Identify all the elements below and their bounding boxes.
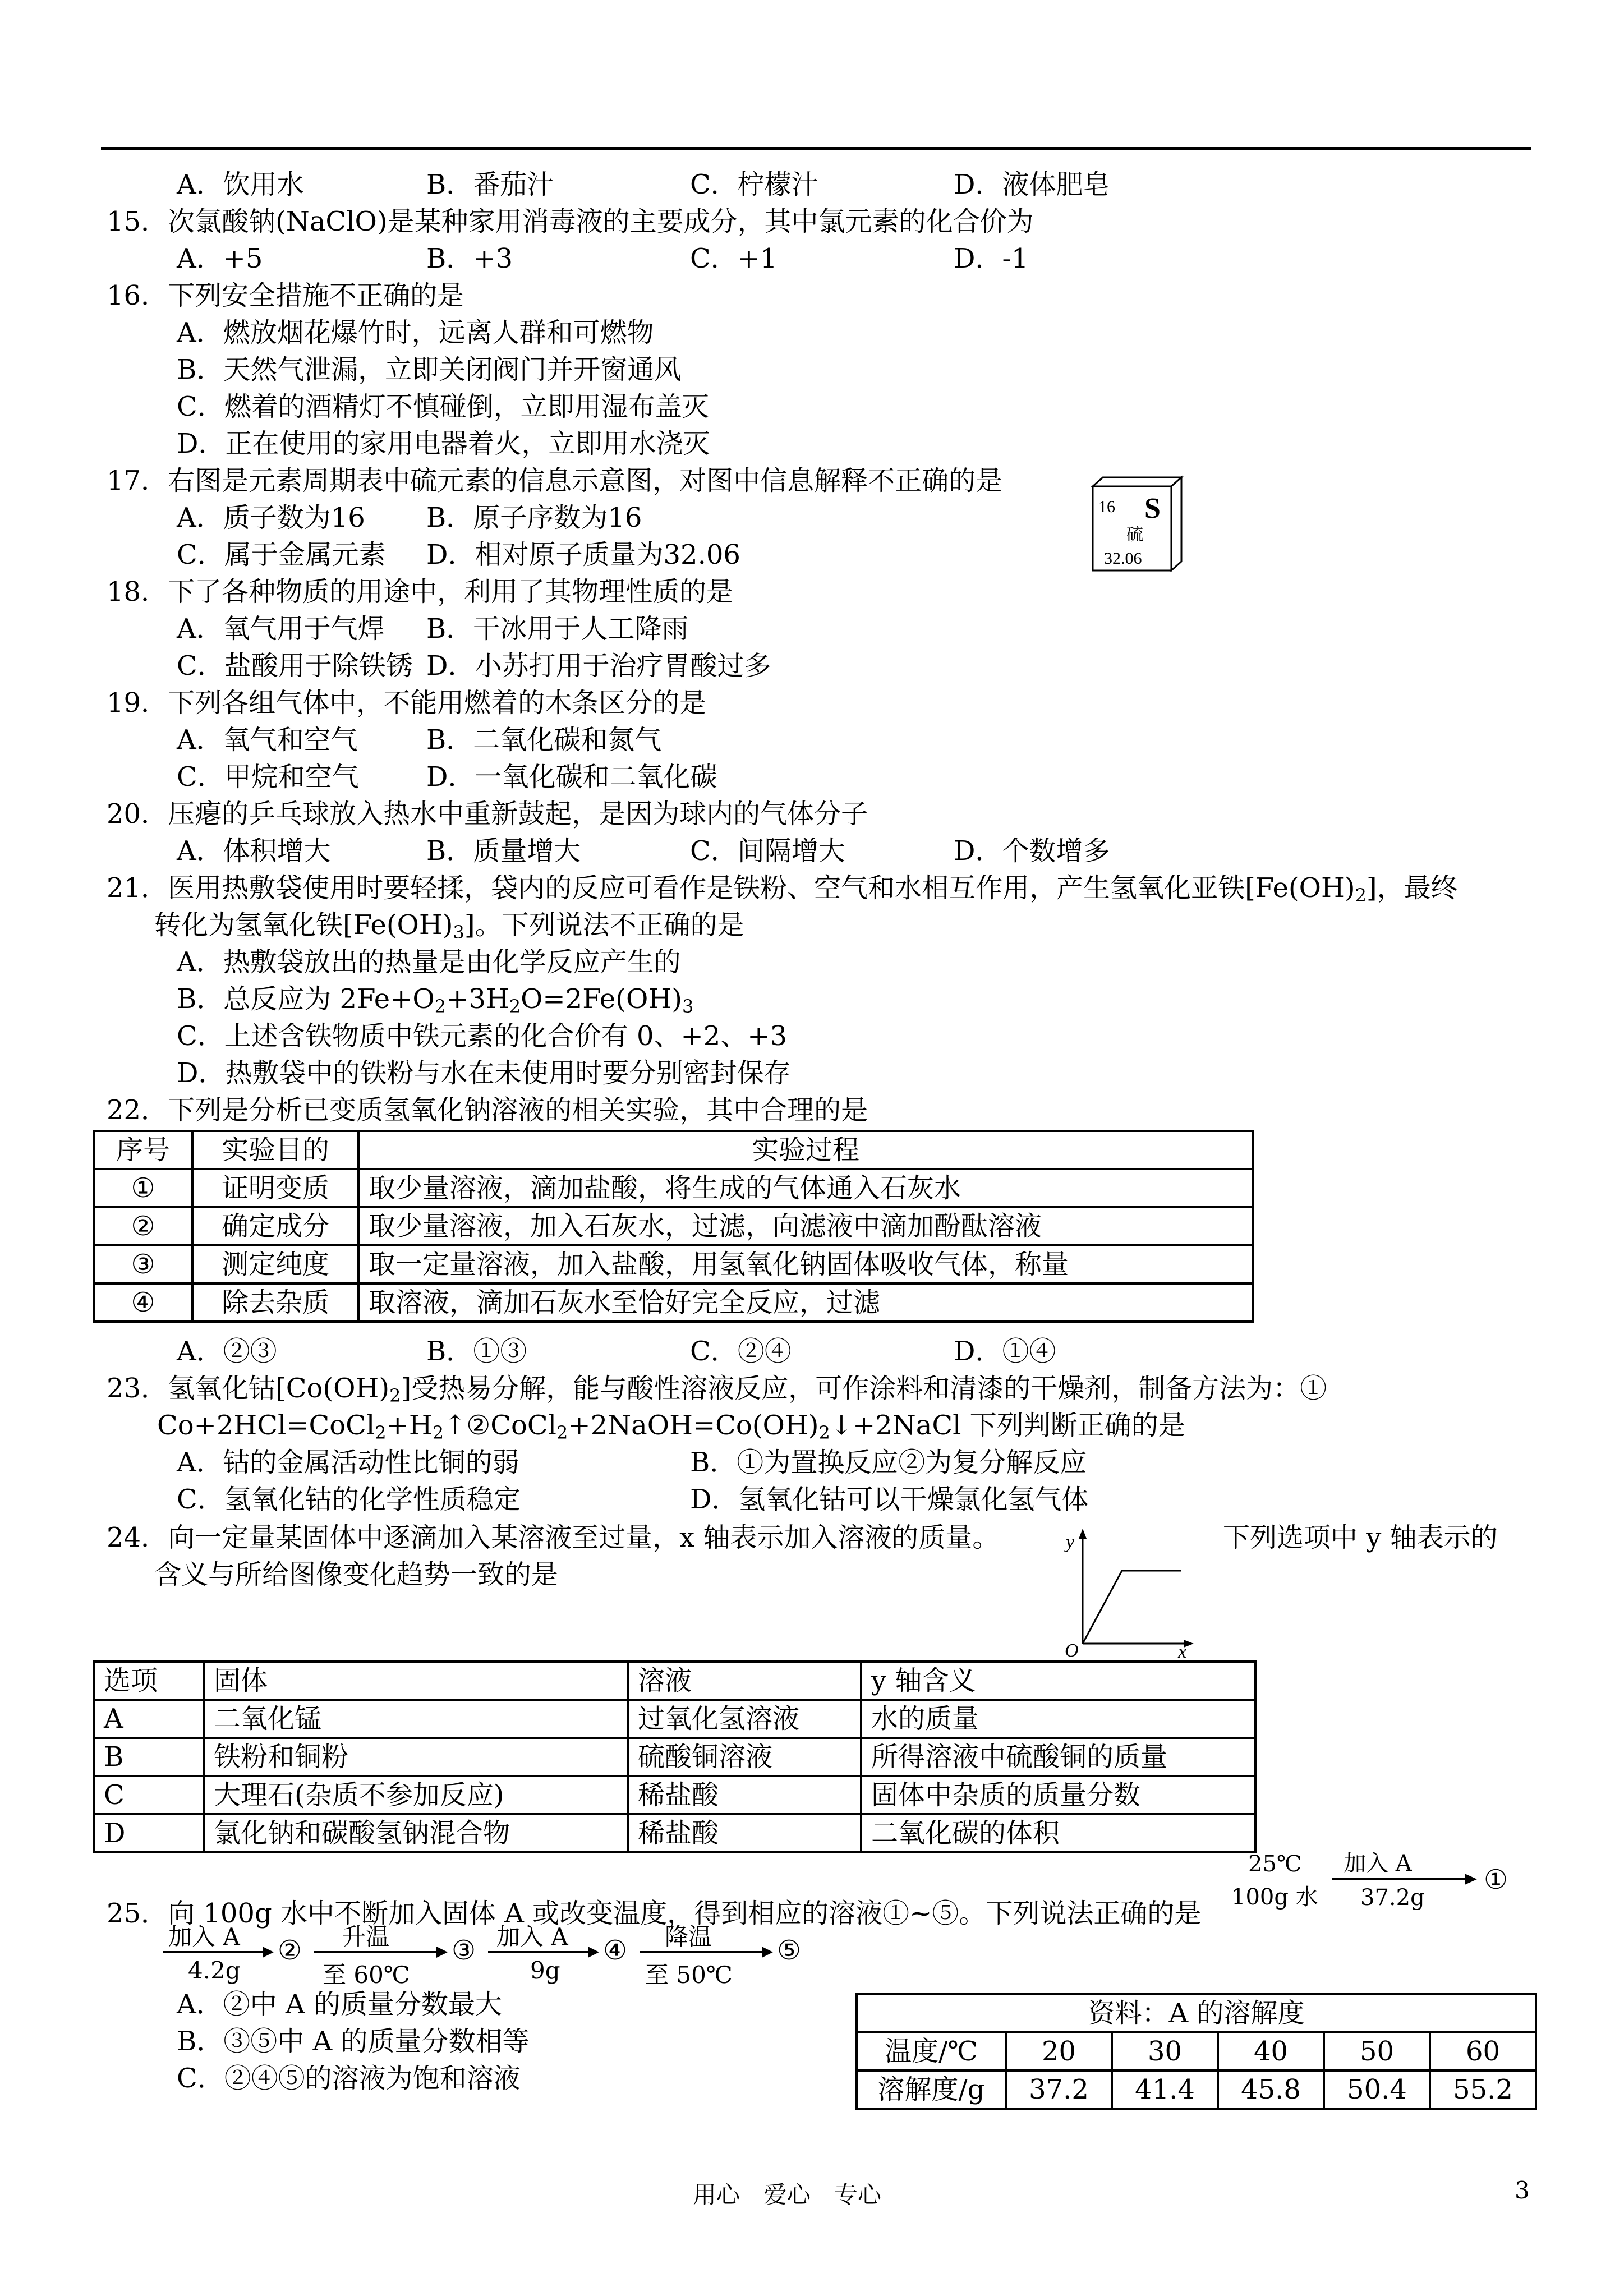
q24-trend-graph bbox=[1060, 1523, 1200, 1658]
q24-cell: 固体中杂质的质量分数 bbox=[861, 1776, 1255, 1814]
q19-option-b: B．二氧化碳和氮气 bbox=[426, 724, 662, 756]
q25-option-a: A．②中 A 的质量分数最大 bbox=[177, 1989, 502, 2020]
q16-stem: 16．下列安全措施不正确的是 bbox=[107, 280, 464, 311]
q24-cell: A bbox=[94, 1700, 204, 1738]
q24-cell: 稀盐酸 bbox=[628, 1814, 861, 1852]
q23-option-b: B．①为置换反应②为复分解反应 bbox=[690, 1447, 1087, 1478]
q24-cell: 铁粉和铜粉 bbox=[204, 1738, 628, 1776]
q24-header: 溶液 bbox=[628, 1662, 861, 1700]
q20-option-b: B．质量增大 bbox=[426, 835, 581, 867]
q22-option-a: A．②③ bbox=[177, 1336, 277, 1367]
q18-stem: 18．下了各种物质的用途中，利用了其物理性质的是 bbox=[107, 576, 734, 608]
q24-cell: B bbox=[94, 1738, 204, 1776]
q25-chain-top: 加入 A bbox=[168, 1923, 240, 1950]
q22-cell: 测定纯度 bbox=[192, 1245, 358, 1283]
q25-chain-bottom: 4.2g bbox=[188, 1957, 241, 1984]
footer-motto: 用心 爱心 专心 bbox=[693, 2181, 882, 2208]
q25-chain-bottom: 9g bbox=[530, 1957, 560, 1984]
solubility-cell: 30 bbox=[1112, 2032, 1218, 2070]
solubility-cell: 温度/℃ bbox=[857, 2032, 1006, 2070]
q18-option-a: A．氧气用于气焊 bbox=[177, 613, 385, 645]
solubility-cell: 55.2 bbox=[1430, 2070, 1536, 2109]
q14-option-a: A．饮用水 bbox=[177, 169, 304, 200]
q15-option-c: C．+1 bbox=[690, 243, 778, 274]
q17-option-b: B．原子序数为16 bbox=[426, 502, 642, 533]
q22-cell: 取少量溶液，滴加盐酸，将生成的气体通入石灰水 bbox=[358, 1169, 1253, 1207]
q18-option-d: D．小苏打用于治疗胃酸过多 bbox=[426, 650, 771, 682]
q22-cell: ② bbox=[94, 1207, 192, 1245]
q24-cell: 稀盐酸 bbox=[628, 1776, 861, 1814]
table-row bbox=[94, 1776, 1255, 1814]
solubility-cell: 40 bbox=[1218, 2032, 1324, 2070]
q22-cell: ④ bbox=[94, 1283, 192, 1322]
q21-stem-line1: 21．医用热敷袋使用时要轻揉，袋内的反应可看作是铁粉、空气和水相互作用，产生氢氧化亚铁$[Fe(OH)_2]$，最终 bbox=[107, 872, 1458, 906]
q17-option-a: A．质子数为16 bbox=[177, 502, 365, 533]
q24-stem-line2: 含义与所给图像变化趋势一致的是 bbox=[154, 1559, 559, 1590]
solubility-cell: 41.4 bbox=[1112, 2070, 1218, 2109]
q22-option-c: C．②④ bbox=[690, 1336, 792, 1367]
table-row bbox=[94, 1700, 1255, 1738]
table-row bbox=[94, 1207, 1253, 1245]
q22-cell: 证明变质 bbox=[192, 1169, 358, 1207]
q25-solubility-table bbox=[855, 1993, 1537, 2110]
solubility-cell: 45.8 bbox=[1218, 2070, 1324, 2109]
q24-header: y 轴含义 bbox=[861, 1662, 1255, 1700]
q25-start-arrow-bottom: 37.2g bbox=[1360, 1885, 1425, 1911]
q25-option-b: B．③⑤中 A 的质量分数相等 bbox=[177, 2026, 530, 2057]
table-row bbox=[857, 2070, 1536, 2109]
graph-y-arrow bbox=[1079, 1529, 1087, 1539]
solubility-cell: 60 bbox=[1430, 2032, 1536, 2070]
q22-cell: 确定成分 bbox=[192, 1207, 358, 1245]
q15-option-a: A．+5 bbox=[177, 243, 263, 274]
q14-option-b: B．番茄汁 bbox=[426, 169, 554, 200]
q25-chain-result: ④ bbox=[603, 1935, 628, 1966]
q16-option-d: D．正在使用的家用电器着火，立即用水浇灭 bbox=[177, 428, 710, 459]
q15-stem: 15．次氯酸钠(NaClO)是某种家用消毒液的主要成分，其中氯元素的化合价为 bbox=[107, 206, 1034, 237]
table-row bbox=[94, 1169, 1253, 1207]
q22-cell: ① bbox=[94, 1169, 192, 1207]
q22-option-d: D．①④ bbox=[954, 1336, 1056, 1367]
table-row bbox=[94, 1738, 1255, 1776]
table-row bbox=[94, 1814, 1255, 1852]
q25-start-result: ① bbox=[1484, 1864, 1508, 1895]
element-number: 16 bbox=[1098, 498, 1115, 516]
q24-cell: 二氧化锰 bbox=[204, 1700, 628, 1738]
q25-chain-top: 升温 bbox=[342, 1923, 390, 1950]
q22-cell: 取少量溶液，加入石灰水，过滤，向滤液中滴加酚酞溶液 bbox=[358, 1207, 1253, 1245]
q24-header: 固体 bbox=[204, 1662, 628, 1700]
q21-stem-line2: 转化为氢氧化铁$[Fe(OH)_3]$。下列说法不正确的是 bbox=[154, 909, 744, 943]
graph-origin-label: O bbox=[1065, 1640, 1079, 1658]
q20-option-c: C．间隔增大 bbox=[690, 835, 845, 867]
q15-option-b: B．+3 bbox=[426, 243, 513, 274]
q19-option-d: D．一氧化碳和二氧化碳 bbox=[426, 761, 717, 793]
q24-cell: 硫酸铜溶液 bbox=[628, 1738, 861, 1776]
solubility-cell: 溶解度/g bbox=[857, 2070, 1006, 2109]
table-row bbox=[857, 2032, 1536, 2070]
graph-curve bbox=[1083, 1571, 1181, 1644]
q17-option-c: C．属于金属元素 bbox=[177, 539, 386, 570]
element-name: 硫 bbox=[1126, 525, 1143, 545]
q20-option-a: A．体积增大 bbox=[177, 835, 331, 867]
q25-start-water: 100g 水 bbox=[1231, 1884, 1318, 1910]
top-rule bbox=[101, 147, 1531, 150]
q25-start-arrow bbox=[1332, 1872, 1478, 1886]
table-row bbox=[94, 1283, 1253, 1322]
element-symbol: S bbox=[1144, 493, 1161, 524]
q22-cell: ③ bbox=[94, 1245, 192, 1283]
solubility-cell: 50.4 bbox=[1324, 2070, 1430, 2109]
q24-cell: 水的质量 bbox=[861, 1700, 1255, 1738]
table-row bbox=[94, 1245, 1253, 1283]
q21-option-d: D．热敷袋中的铁粉与水在未使用时要分别密封保存 bbox=[177, 1057, 791, 1089]
q24-cell: 二氧化碳的体积 bbox=[861, 1814, 1255, 1852]
q24-cell: 所得溶液中硫酸铜的质量 bbox=[861, 1738, 1255, 1776]
q23-equation-line: $Co+2HCl=CoCl_2+H_2↑②CoCl_2+2NaOH=Co(OH)_2↓+2NaCl$ 下列判断正确的是 bbox=[157, 1410, 1185, 1443]
q23-option-d: D．氢氧化钴可以干燥氯化氢气体 bbox=[690, 1484, 1089, 1515]
q24-header: 选项 bbox=[94, 1662, 204, 1700]
q19-option-c: C．甲烷和空气 bbox=[177, 761, 359, 793]
q25-chain-top: 降温 bbox=[665, 1923, 712, 1950]
q17-stem: 17．右图是元素周期表中硫元素的信息示意图，对图中信息解释不正确的是 bbox=[107, 465, 1003, 496]
q25-start-temp: 25℃ bbox=[1248, 1851, 1302, 1877]
q22-cell: 除去杂质 bbox=[192, 1283, 358, 1322]
solubility-cell: 20 bbox=[1006, 2032, 1112, 2070]
solubility-cell: 37.2 bbox=[1006, 2070, 1112, 2109]
q22-header: 实验目的 bbox=[192, 1131, 358, 1169]
q22-option-b: B．①③ bbox=[426, 1336, 527, 1367]
solubility-table-title: 资料：A 的溶解度 bbox=[857, 1994, 1536, 2032]
q22-cell: 取一定量溶液，加入盐酸，用氢氧化钠固体吸收气体，称量 bbox=[358, 1245, 1253, 1283]
q20-option-d: D．个数增多 bbox=[954, 835, 1110, 867]
q24-cell: D bbox=[94, 1814, 204, 1852]
q22-stem: 22．下列是分析已变质氢氧化钠溶液的相关实验，其中合理的是 bbox=[107, 1094, 868, 1126]
graph-y-label: y bbox=[1066, 1532, 1075, 1553]
q20-stem: 20．压瘪的乒乓球放入热水中重新鼓起，是因为球内的气体分子 bbox=[107, 798, 868, 830]
q25-chain-top: 加入 A bbox=[496, 1923, 568, 1950]
q24-cell: C bbox=[94, 1776, 204, 1814]
q24-cell: 大理石(杂质不参加反应) bbox=[204, 1776, 628, 1814]
q25-start-arrow-top: 加入 A bbox=[1344, 1851, 1412, 1876]
page-number: 3 bbox=[1515, 2177, 1530, 2204]
q22-cell: 取溶液，滴加石灰水至恰好完全反应，过滤 bbox=[358, 1283, 1253, 1322]
q14-option-c: C．柠檬汁 bbox=[690, 169, 818, 200]
q21-option-a: A．热敷袋放出的热量是由化学反应产生的 bbox=[177, 946, 681, 978]
q16-option-a: A．燃放烟花爆竹时，远离人群和可燃物 bbox=[177, 317, 654, 348]
q21-option-b: B．总反应为 $2Fe+O_2+3H_2O=2Fe(OH)_3$ bbox=[177, 983, 694, 1017]
q24-stem-line1-cont: 下列选项中 y 轴表示的 bbox=[1223, 1522, 1498, 1553]
q25-chain-result: ③ bbox=[452, 1935, 476, 1966]
q18-option-b: B．干冰用于人工降雨 bbox=[426, 613, 689, 645]
solubility-cell: 50 bbox=[1324, 2032, 1430, 2070]
q18-option-c: C．盐酸用于除铁锈 bbox=[177, 650, 413, 682]
q21-option-c: C．上述含铁物质中铁元素的化合价有 0、+2、+3 bbox=[177, 1020, 788, 1052]
q25-stem: 25．向 100g 水中不断加入固体 A 或改变温度，得到相应的溶液①~⑤。下列说法正确的是 bbox=[107, 1898, 1202, 1929]
element-mass: 32.06 bbox=[1104, 549, 1142, 568]
q22-header: 实验过程 bbox=[358, 1131, 1253, 1169]
q23-stem-line1: 23．氢氧化钴$[Co(OH)_2]$受热易分解，能与酸性溶液反应，可作涂料和清漆的干燥剂，制备方法为：① bbox=[107, 1373, 1327, 1406]
q24-cell: 过氧化氢溶液 bbox=[628, 1700, 861, 1738]
sulfur-element-card bbox=[1088, 474, 1184, 572]
q17-option-d: D．相对原子质量为32.06 bbox=[426, 539, 740, 570]
q16-option-b: B．天然气泄漏，立即关闭阀门并开窗通风 bbox=[177, 354, 682, 385]
q14-option-d: D．液体肥皂 bbox=[954, 169, 1110, 200]
q24-table bbox=[93, 1660, 1257, 1853]
q22-table bbox=[93, 1130, 1254, 1323]
q24-stem-line1: 24．向一定量某固体中逐滴加入某溶液至过量，x 轴表示加入溶液的质量。 bbox=[107, 1522, 1000, 1553]
q19-stem: 19．下列各组气体中，不能用燃着的木条区分的是 bbox=[107, 687, 707, 719]
q15-option-d: D．-1 bbox=[954, 243, 1029, 274]
q16-option-c: C．燃着的酒精灯不慎碰倒，立即用湿布盖灭 bbox=[177, 391, 709, 422]
q25-chain-bottom: 至 50℃ bbox=[645, 1961, 733, 1989]
q19-option-a: A．氧气和空气 bbox=[177, 724, 358, 756]
graph-x-label: x bbox=[1178, 1641, 1187, 1658]
q23-option-a: A．钴的金属活动性比铜的弱 bbox=[177, 1447, 519, 1478]
q25-option-c: C．②④⑤的溶液为饱和溶液 bbox=[177, 2063, 521, 2094]
q25-chain-result: ⑤ bbox=[777, 1935, 802, 1966]
q25-chain-bottom: 至 60℃ bbox=[323, 1961, 410, 1989]
q24-cell: 氯化钠和碳酸氢钠混合物 bbox=[204, 1814, 628, 1852]
q25-chain-result: ② bbox=[278, 1935, 302, 1966]
q22-header: 序号 bbox=[94, 1131, 192, 1169]
q23-option-c: C．氢氧化钴的化学性质稳定 bbox=[177, 1484, 521, 1515]
